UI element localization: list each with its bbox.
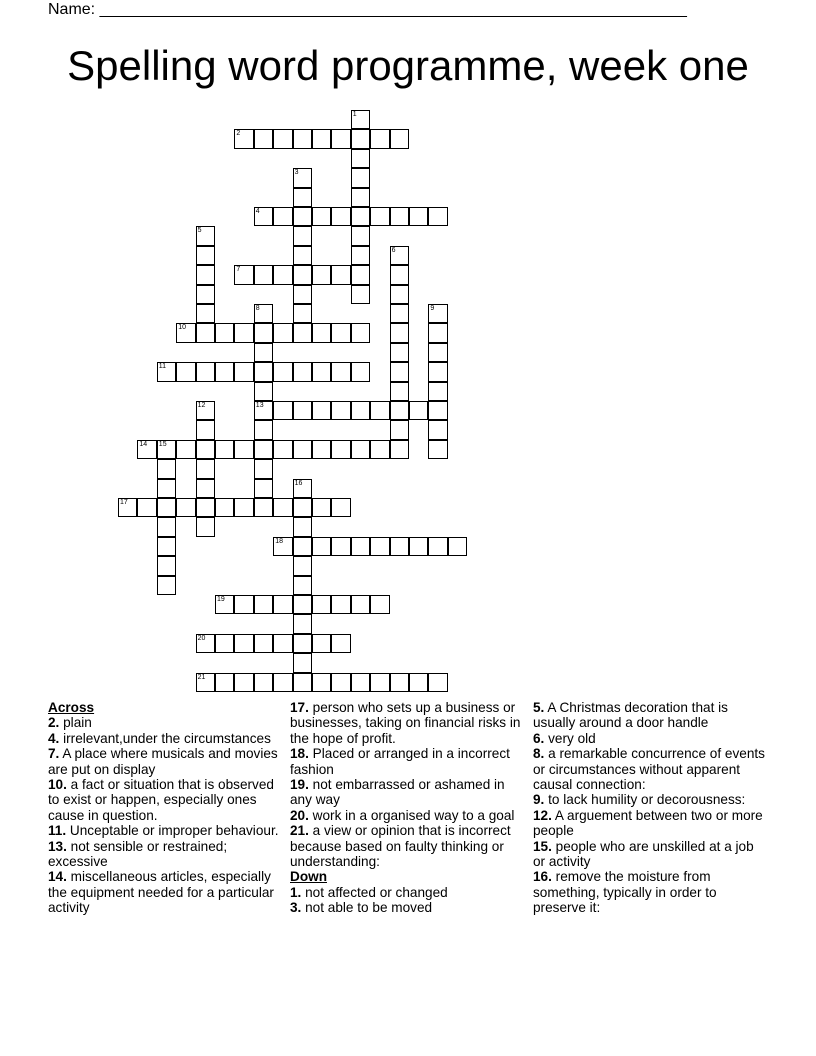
crossword-cell[interactable]: [428, 343, 447, 362]
crossword-cell[interactable]: [254, 265, 273, 284]
crossword-cell[interactable]: [157, 517, 176, 536]
crossword-cell[interactable]: [176, 323, 195, 342]
down-clue: [533, 731, 769, 746]
crossword-cell[interactable]: [157, 576, 176, 595]
crossword-cell[interactable]: [293, 362, 312, 381]
crossword-cell[interactable]: [176, 362, 195, 381]
crossword-cell[interactable]: [331, 362, 350, 381]
cell-number: 16: [294, 479, 303, 487]
crossword-cell[interactable]: [428, 362, 447, 381]
crossword-cell[interactable]: [428, 537, 447, 556]
crossword-cell[interactable]: [351, 440, 370, 459]
crossword-cell[interactable]: [273, 207, 292, 226]
down-clue: [533, 839, 769, 870]
crossword-cell[interactable]: [351, 110, 370, 129]
clue-number: 6.: [533, 730, 545, 746]
crossword-cell[interactable]: [312, 401, 331, 420]
crossword-cell[interactable]: [331, 129, 350, 148]
clue-number: 17.: [290, 700, 309, 715]
crossword-cell[interactable]: [215, 673, 234, 692]
down-clue: [533, 792, 769, 807]
crossword-cell[interactable]: [215, 362, 234, 381]
crossword-cell[interactable]: [312, 498, 331, 517]
crossword-cell[interactable]: [331, 323, 350, 342]
crossword-cell[interactable]: [293, 614, 312, 633]
cell-number: 11: [158, 363, 167, 371]
crossword-cell[interactable]: [273, 673, 292, 692]
crossword-cell[interactable]: [293, 479, 312, 498]
clues-column-3: [533, 700, 769, 916]
clue-number: 21.: [290, 823, 309, 839]
clue-text: a remarkable concurrence of events or circumstances without apparent causal connection:: [533, 746, 765, 793]
crossword-cell[interactable]: [234, 362, 253, 381]
cell-number: 5: [197, 227, 202, 235]
crossword-cell[interactable]: [293, 188, 312, 207]
clue-text: work in a organised way to a goal: [308, 807, 515, 823]
crossword-cell[interactable]: [428, 673, 447, 692]
crossword-cell[interactable]: [390, 673, 409, 692]
crossword-cell[interactable]: [390, 285, 409, 304]
down-clue: [533, 869, 769, 915]
crossword-cell[interactable]: [196, 246, 215, 265]
crossword-cell[interactable]: [351, 323, 370, 342]
crossword-cell[interactable]: [176, 440, 195, 459]
crossword-cell[interactable]: [390, 265, 409, 284]
crossword-cell[interactable]: [370, 401, 389, 420]
crossword-cell[interactable]: [312, 440, 331, 459]
crossword-cell[interactable]: [293, 576, 312, 595]
clue-number: 13.: [48, 838, 67, 854]
clue-number: 4.: [48, 730, 60, 746]
crossword-cell[interactable]: [196, 459, 215, 478]
crossword-cell[interactable]: [351, 149, 370, 168]
cell-number: 18: [275, 537, 283, 545]
clue-text: not embarrassed or ashamed in any way: [290, 777, 505, 808]
crossword-cell[interactable]: [196, 401, 215, 420]
name-underline: __________________________________________________________________: [99, 1, 687, 18]
down-clue: [290, 900, 526, 915]
crossword-cell[interactable]: [331, 440, 350, 459]
clue-number: 11.: [48, 823, 67, 839]
crossword-cell[interactable]: [293, 498, 312, 517]
crossword-cell[interactable]: [254, 129, 273, 148]
cell-number: 20: [197, 634, 206, 642]
crossword-cell[interactable]: [370, 595, 389, 614]
crossword-cell[interactable]: [254, 382, 273, 401]
crossword-cell[interactable]: [293, 634, 312, 653]
crossword-cell[interactable]: [428, 382, 447, 401]
crossword-cell[interactable]: [390, 440, 409, 459]
crossword-cell[interactable]: [293, 207, 312, 226]
crossword-cell[interactable]: [157, 537, 176, 556]
crossword-cell[interactable]: [293, 265, 312, 284]
crossword-cell[interactable]: [312, 537, 331, 556]
crossword-cell[interactable]: [370, 440, 389, 459]
crossword-cell[interactable]: [428, 207, 447, 226]
crossword-cell[interactable]: [370, 207, 389, 226]
crossword-cell[interactable]: [390, 382, 409, 401]
cell-number: 6: [391, 246, 396, 254]
crossword-cell[interactable]: [390, 323, 409, 342]
crossword-cell[interactable]: [137, 440, 156, 459]
crossword-cell[interactable]: [293, 246, 312, 265]
crossword-cell[interactable]: [196, 323, 215, 342]
clue-number: 10.: [48, 777, 67, 793]
crossword-cell[interactable]: [293, 517, 312, 536]
crossword-cell[interactable]: [428, 401, 447, 420]
crossword-cell[interactable]: [157, 440, 176, 459]
crossword-cell[interactable]: [312, 673, 331, 692]
crossword-cell[interactable]: [409, 401, 428, 420]
crossword-cell[interactable]: [254, 304, 273, 323]
crossword-cell[interactable]: [273, 265, 292, 284]
crossword-cell[interactable]: [390, 129, 409, 148]
crossword-cell[interactable]: [312, 323, 331, 342]
clue-number: 19.: [290, 777, 309, 793]
cell-number: 3: [294, 169, 299, 177]
crossword-cell[interactable]: [293, 226, 312, 245]
crossword-cell[interactable]: [312, 634, 331, 653]
crossword-cell[interactable]: [196, 285, 215, 304]
crossword-cell[interactable]: [351, 129, 370, 148]
clue-number: 9.: [533, 792, 545, 808]
clue-number: 14.: [48, 869, 67, 885]
crossword-cell[interactable]: [370, 537, 389, 556]
clue-text: remove the moisture from something, typically in order to preserve it:: [533, 869, 717, 916]
crossword-cell[interactable]: [409, 537, 428, 556]
cell-number: 17: [120, 499, 128, 506]
crossword-cell[interactable]: [273, 401, 292, 420]
down-clue: [533, 746, 769, 792]
crossword-cell[interactable]: [351, 207, 370, 226]
crossword-cell[interactable]: [312, 595, 331, 614]
crossword-cell[interactable]: [293, 595, 312, 614]
crossword-cell[interactable]: [293, 556, 312, 575]
crossword-cell[interactable]: [196, 634, 215, 653]
crossword-cell[interactable]: [428, 440, 447, 459]
crossword-cell[interactable]: [196, 226, 215, 245]
crossword-cell[interactable]: [273, 634, 292, 653]
crossword-cell[interactable]: [293, 323, 312, 342]
cell-number: 10: [178, 324, 186, 332]
crossword-cell[interactable]: [351, 401, 370, 420]
crossword-cell[interactable]: [351, 246, 370, 265]
cell-number: 13: [255, 402, 264, 409]
crossword-cell[interactable]: [234, 323, 253, 342]
clue-number: 18.: [290, 746, 309, 762]
crossword-cell[interactable]: [293, 440, 312, 459]
crossword-cell[interactable]: [254, 459, 273, 478]
crossword-cell[interactable]: [312, 265, 331, 284]
cell-number: 7: [236, 266, 241, 274]
cell-number: 19: [217, 596, 225, 603]
crossword-cell[interactable]: [428, 304, 447, 323]
crossword-cell[interactable]: [196, 479, 215, 498]
across-clue: [290, 746, 526, 777]
crossword-cell[interactable]: [390, 401, 409, 420]
clue-number: 5.: [533, 700, 545, 715]
crossword-cell[interactable]: [254, 343, 273, 362]
crossword-cell[interactable]: [409, 673, 428, 692]
crossword-cell[interactable]: [351, 168, 370, 187]
crossword-cell[interactable]: [254, 362, 273, 381]
crossword-cell[interactable]: [390, 246, 409, 265]
crossword-cell[interactable]: [215, 595, 234, 614]
clue-text: to lack humility or decorousness:: [544, 792, 746, 808]
crossword-cell[interactable]: [254, 634, 273, 653]
across-clue: [290, 808, 526, 823]
crossword-cell[interactable]: [312, 207, 331, 226]
down-clue: [290, 885, 526, 900]
clue-number: 15.: [533, 838, 552, 854]
crossword-cell[interactable]: [215, 323, 234, 342]
across-clue: [290, 777, 526, 808]
cell-number: 9: [430, 305, 435, 312]
crossword-cell[interactable]: [390, 537, 409, 556]
crossword-cell[interactable]: [273, 498, 292, 517]
across-heading: Across: [48, 700, 95, 715]
crossword-cell[interactable]: [409, 207, 428, 226]
cell-number: 8: [255, 305, 260, 312]
crossword-cell[interactable]: [331, 498, 350, 517]
clue-text: Placed or arranged in a incorrect fashion: [290, 746, 510, 777]
crossword-cell[interactable]: [234, 498, 253, 517]
crossword-cell[interactable]: [351, 285, 370, 304]
crossword-cell[interactable]: [293, 168, 312, 187]
clues-column-2: [290, 700, 526, 916]
crossword-cell[interactable]: [234, 129, 253, 148]
across-clue: [48, 715, 284, 730]
name-label: Name:: [48, 1, 100, 18]
clue-text: irrelevant,under the circumstances: [59, 730, 271, 746]
crossword-cell[interactable]: [351, 265, 370, 284]
crossword-cell[interactable]: [215, 634, 234, 653]
cell-number: 15: [158, 440, 167, 448]
crossword-cell[interactable]: [254, 420, 273, 439]
clue-text: a fact or situation that is observed to exist or happen, especially ones cause in question.: [48, 777, 274, 823]
crossword-cell[interactable]: [157, 498, 176, 517]
clue-text: A arguement between two or more people: [533, 807, 763, 839]
crossword-cell[interactable]: [293, 401, 312, 420]
crossword-cell[interactable]: [293, 129, 312, 148]
crossword-cell[interactable]: [390, 362, 409, 381]
crossword-cell[interactable]: [351, 188, 370, 207]
crossword-cell[interactable]: [331, 673, 350, 692]
clue-text: people who are unskilled at a job or activity: [533, 838, 754, 870]
crossword-cell[interactable]: [157, 362, 176, 381]
clue-text: not affected or changed: [301, 884, 448, 900]
clue-text: not able to be moved: [301, 900, 433, 916]
crossword-cell[interactable]: [448, 537, 467, 556]
crossword-cell[interactable]: [196, 440, 215, 459]
crossword-cell[interactable]: [331, 401, 350, 420]
crossword-cell[interactable]: [196, 304, 215, 323]
crossword-cell[interactable]: [157, 556, 176, 575]
crossword-cell[interactable]: [351, 673, 370, 692]
crossword-cell[interactable]: [273, 323, 292, 342]
crossword-cell[interactable]: [351, 537, 370, 556]
clue-text: plain: [59, 715, 92, 731]
crossword-cell[interactable]: [312, 129, 331, 148]
crossword-cell[interactable]: [157, 459, 176, 478]
across-clue: [48, 731, 284, 746]
crossword-cell[interactable]: [390, 343, 409, 362]
clue-number: 2.: [48, 715, 60, 731]
crossword-cell[interactable]: [293, 673, 312, 692]
crossword-cell[interactable]: [234, 595, 253, 614]
crossword-cell[interactable]: [137, 498, 156, 517]
crossword-cell[interactable]: [293, 304, 312, 323]
crossword-cell[interactable]: [428, 420, 447, 439]
crossword-cell[interactable]: [234, 440, 253, 459]
clue-number: 12.: [533, 807, 552, 823]
across-clue: [48, 869, 284, 915]
crossword-cell[interactable]: [370, 129, 389, 148]
crossword-cell[interactable]: [196, 517, 215, 536]
crossword-cell[interactable]: [351, 362, 370, 381]
clue-text: person who sets up a business or businesses, taking on financial risks in the hope of profit.: [290, 700, 521, 746]
crossword-cell[interactable]: [254, 479, 273, 498]
crossword-cell[interactable]: [331, 207, 350, 226]
across-clue: [290, 823, 526, 869]
across-clue: [48, 777, 284, 823]
crossword-cell[interactable]: [293, 285, 312, 304]
crossword-cell[interactable]: [196, 673, 215, 692]
crossword-cell[interactable]: [331, 537, 350, 556]
down-clue: [533, 700, 769, 731]
crossword-cell[interactable]: [196, 362, 215, 381]
crossword-cell[interactable]: [273, 129, 292, 148]
crossword-cell[interactable]: [254, 595, 273, 614]
across-clue: [48, 823, 284, 838]
cell-number: 21: [197, 673, 206, 681]
crossword-cell[interactable]: [273, 595, 292, 614]
crossword-cell[interactable]: [273, 537, 292, 556]
across-clue: [48, 839, 284, 870]
cell-number: 4: [255, 208, 260, 215]
crossword-cell[interactable]: [234, 265, 253, 284]
cell-number: 1: [352, 111, 357, 118]
crossword-cell[interactable]: [273, 440, 292, 459]
clue-text: not sensible or restrained; excessive: [48, 838, 228, 870]
cell-number: 14: [139, 440, 148, 448]
crossword-cell[interactable]: [351, 595, 370, 614]
crossword-cell[interactable]: [234, 673, 253, 692]
crossword-cell[interactable]: [196, 498, 215, 517]
clue-number: 7.: [48, 746, 60, 762]
crossword-cell[interactable]: [254, 207, 273, 226]
crossword-cell[interactable]: [234, 634, 253, 653]
cell-number: 2: [236, 130, 241, 138]
clue-number: 8.: [533, 746, 545, 762]
clue-text: Unceptable or improper behaviour.: [66, 823, 279, 839]
crossword-cell[interactable]: [293, 537, 312, 556]
clues-column-1: [48, 700, 284, 916]
crossword-cell[interactable]: [390, 207, 409, 226]
clue-number: 16.: [533, 869, 552, 885]
cell-number: 12: [197, 402, 206, 409]
clue-text: very old: [544, 730, 596, 746]
crossword-cell[interactable]: [196, 265, 215, 284]
crossword-cell[interactable]: [196, 420, 215, 439]
crossword-cell[interactable]: [293, 653, 312, 672]
down-clue: [533, 808, 769, 839]
crossword-cell[interactable]: [157, 479, 176, 498]
clue-number: 3.: [290, 900, 302, 916]
crossword-cell[interactable]: [215, 440, 234, 459]
clue-text: miscellaneous articles, especially the equipment needed for a particular activity: [48, 869, 274, 916]
crossword-cell[interactable]: [254, 673, 273, 692]
clue-text: A place where musicals and movies are put on display: [48, 746, 278, 777]
crossword-cell[interactable]: [215, 498, 234, 517]
crossword-cell[interactable]: [254, 440, 273, 459]
across-clue: [48, 746, 284, 777]
crossword-cell[interactable]: [254, 323, 273, 342]
crossword-cell[interactable]: [370, 673, 389, 692]
crossword-cell[interactable]: [390, 304, 409, 323]
crossword-cell[interactable]: [312, 362, 331, 381]
clue-number: 1.: [290, 884, 302, 900]
crossword-cell[interactable]: [254, 401, 273, 420]
clue-text: A Christmas decoration that is usually around a door handle: [533, 700, 728, 731]
crossword-cell[interactable]: [254, 498, 273, 517]
crossword-cell[interactable]: [331, 634, 350, 653]
crossword-cell[interactable]: [351, 226, 370, 245]
page-title: Spelling word programme, week one: [67, 42, 749, 89]
crossword-cell[interactable]: [428, 323, 447, 342]
clue-text: a view or opinion that is incorrect because based on faulty thinking or understanding:: [290, 823, 511, 870]
crossword-cell[interactable]: [176, 498, 195, 517]
clue-number: 20.: [290, 807, 309, 823]
crossword-cell[interactable]: [118, 498, 137, 517]
crossword-cell[interactable]: [331, 265, 350, 284]
crossword-cell[interactable]: [273, 362, 292, 381]
down-heading: Down: [290, 869, 327, 885]
crossword-cell[interactable]: [331, 595, 350, 614]
across-clue: [290, 700, 526, 746]
crossword-cell[interactable]: [390, 420, 409, 439]
